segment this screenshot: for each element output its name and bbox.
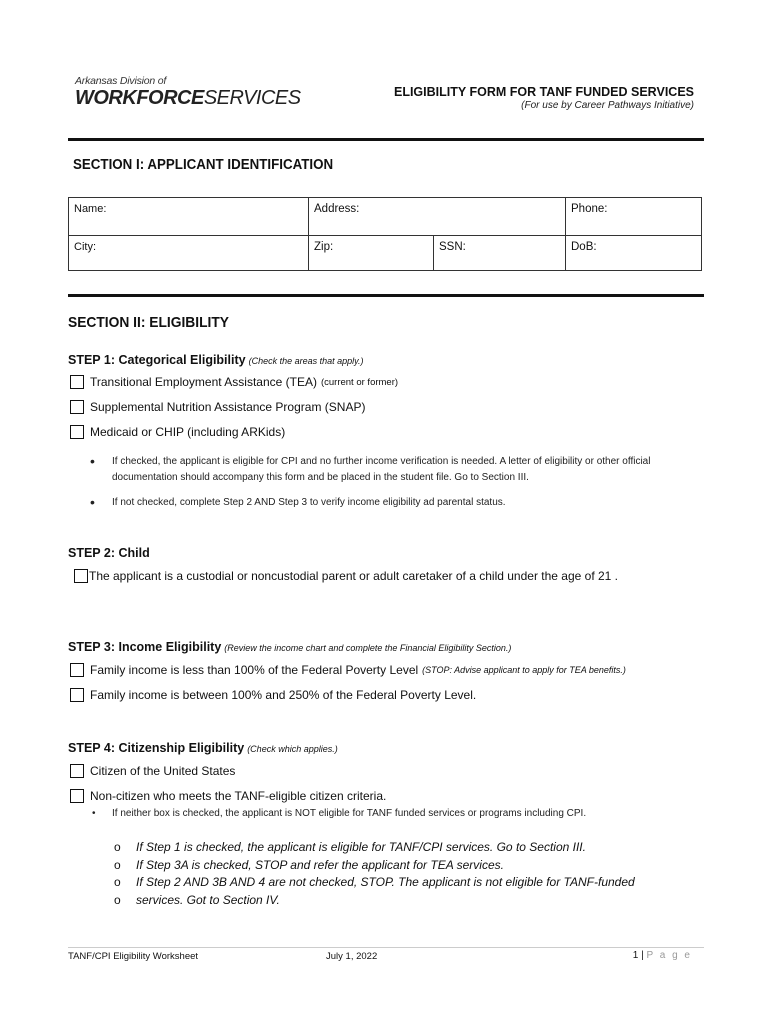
section1-title: SECTION I: APPLICANT IDENTIFICATION xyxy=(73,157,334,173)
option-note: (STOP: Advise applicant to apply for TEA benefits.) xyxy=(422,665,626,675)
step1-bullet-2 xyxy=(92,495,692,511)
option-label: Family income is between 100% and 250% of the Federal Poverty Level. xyxy=(90,688,477,702)
bullet-icon: • xyxy=(90,494,95,510)
page-sep: | xyxy=(641,950,644,961)
checkbox[interactable] xyxy=(70,425,84,439)
step1-note: (Check the areas that apply.) xyxy=(248,356,364,366)
outcome-item xyxy=(114,857,635,875)
step1-heading-text: STEP 1: Categorical Eligibility xyxy=(68,353,246,367)
outcome-item xyxy=(114,892,635,910)
list-marker: o xyxy=(114,857,121,872)
step4-bullet xyxy=(92,808,586,819)
dob-field[interactable] xyxy=(566,236,701,270)
option-label: The applicant is a custodial or noncustodial parent or adult caretaker of a child under the age of 21 . xyxy=(89,569,618,583)
footer-divider xyxy=(68,947,704,948)
step1-option-snap[interactable] xyxy=(70,400,365,414)
step3-heading xyxy=(68,640,511,654)
footer-date: July 1, 2022 xyxy=(326,951,378,962)
name-label: Name: xyxy=(74,203,107,215)
address-field[interactable] xyxy=(309,198,566,236)
list-marker: o xyxy=(114,875,121,889)
step1-heading xyxy=(68,353,364,367)
address-label: Address: xyxy=(314,203,360,215)
outcome-text: If Step 1 is checked, the applicant is eligible for TANF/CPI services. Go to Section III. xyxy=(136,840,586,854)
section2-title: SECTION II: ELIGIBILITY xyxy=(68,314,230,331)
step4-note: (Check which applies.) xyxy=(247,744,338,754)
step4-option-citizen[interactable] xyxy=(70,764,235,778)
option-label: Family income is less than 100% of the Federal Poverty Level xyxy=(90,663,419,677)
step4-option-noncitizen[interactable] xyxy=(70,789,386,803)
dob-label: DoB: xyxy=(571,241,597,253)
outcome-text: If Step 2 AND 3B AND 4 are not checked, STOP. The applicant is not eligible for TANF-funded xyxy=(136,875,635,889)
outcome-text: If Step 3A is checked, STOP and refer the applicant for TEA services. xyxy=(136,857,504,872)
step2-option-parent[interactable] xyxy=(74,569,618,583)
step2-heading: STEP 2: Child xyxy=(68,546,150,560)
city-field[interactable] xyxy=(69,236,309,270)
option-note: (current or former) xyxy=(320,376,399,388)
footer-title: TANF/CPI Eligibility Worksheet xyxy=(68,951,199,962)
phone-label: Phone: xyxy=(571,203,608,215)
checkbox[interactable] xyxy=(70,688,84,702)
step1-bullet-1 xyxy=(92,454,692,486)
bullet-icon: • xyxy=(90,453,95,469)
checkbox[interactable] xyxy=(74,569,88,583)
org-logo-light: SERVICES xyxy=(203,87,301,109)
form-title: ELIGIBILITY FORM FOR TANF FUNDED SERVICES xyxy=(393,85,694,99)
list-marker: o xyxy=(114,892,121,907)
outcome-text: services. Got to Section IV. xyxy=(136,892,280,907)
city-label: City: xyxy=(74,241,96,253)
page-word: P a g e xyxy=(646,950,692,961)
org-logo xyxy=(75,87,301,110)
bullet-text: If not checked, complete Step 2 AND Step 3 to verify income eligibility ad parental status. xyxy=(112,497,506,508)
name-field[interactable] xyxy=(69,198,309,236)
checkbox[interactable] xyxy=(70,663,84,677)
zip-label: Zip: xyxy=(314,241,334,253)
page-number xyxy=(633,950,692,961)
form-subtitle: (For use by Career Pathways Initiative) xyxy=(521,100,694,111)
option-label: Supplemental Nutrition Assistance Program (SNAP) xyxy=(90,400,366,414)
page-num: 1 xyxy=(632,950,639,961)
zip-field[interactable] xyxy=(309,236,434,270)
checkbox[interactable] xyxy=(70,375,84,389)
step1-option-tea[interactable] xyxy=(70,375,398,389)
step3-heading-text: STEP 3: Income Eligibility xyxy=(68,640,222,654)
applicant-id-table xyxy=(68,197,702,271)
outcome-item xyxy=(114,839,635,857)
step3-note: (Review the income chart and complete the Financial Eligibility Section.) xyxy=(224,643,512,653)
step4-heading-text: STEP 4: Citizenship Eligibility xyxy=(68,741,245,755)
bullet-text: If neither box is checked, the applicant is NOT eligible for TANF funded services or programs including CPI. xyxy=(112,808,587,819)
step3-option-a[interactable] xyxy=(70,663,626,677)
outcome-list xyxy=(114,839,635,909)
checkbox[interactable] xyxy=(70,400,84,414)
bullet-icon: • xyxy=(92,808,96,819)
bullet-text: If checked, the applicant is eligible for CPI and no further income verification is needed. A letter of eligibility or other official documentation should accompany this form and be placed in the student file. Go to Section III. xyxy=(112,456,651,483)
option-label: Medicaid or CHIP (including ARKids) xyxy=(90,425,286,439)
option-label: Transitional Employment Assistance (TEA) xyxy=(90,375,317,389)
checkbox[interactable] xyxy=(70,789,84,803)
step4-heading xyxy=(68,741,338,755)
org-logo-bold: WORKFORCE xyxy=(75,87,204,109)
section-divider xyxy=(68,294,704,297)
step1-option-medicaid[interactable] xyxy=(70,425,285,439)
phone-field[interactable] xyxy=(566,198,701,236)
checkbox[interactable] xyxy=(70,764,84,778)
option-label: Citizen of the United States xyxy=(90,764,236,778)
outcome-item xyxy=(114,874,635,892)
ssn-field[interactable] xyxy=(434,236,566,270)
ssn-label: SSN: xyxy=(439,241,466,253)
step3-option-b[interactable] xyxy=(70,688,476,702)
list-marker: o xyxy=(114,840,121,854)
option-label: Non-citizen who meets the TANF-eligible citizen criteria. xyxy=(90,789,387,803)
org-tagline: Arkansas Division of xyxy=(75,75,167,87)
header-divider xyxy=(68,138,704,141)
